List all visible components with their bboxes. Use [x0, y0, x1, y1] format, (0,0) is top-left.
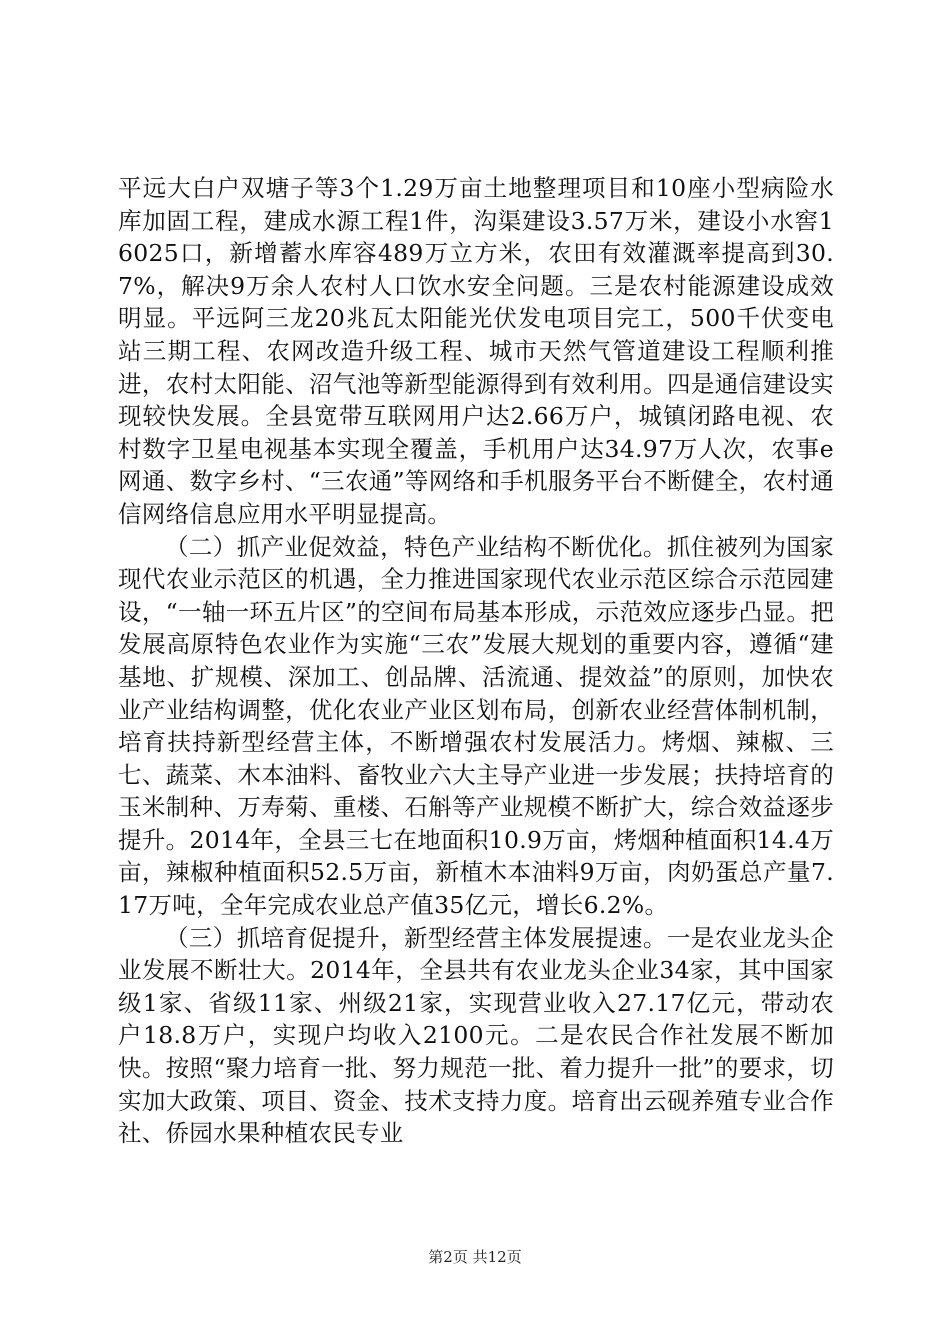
document-body	[118, 172, 834, 1150]
paragraph-section-three: （三）抓培育促提升，新型经营主体发展提速。一是农业龙头企业发展不断壮大。2014年，全县共有农业龙头企业34家，其中国家级1家、省级11家、州级21家，实现营业收入27.17亿元，带动农户18.8万户，实现户均收入2100元。二是农民合作社发展不断加快。按照“聚力培育一批、努力规范一批、着力提升一批”的要求，切实加大政策、项目、资金、技术支持力度。培育出云砚养殖专业合作社、侨园水果种植农民专业	[118, 923, 834, 1148]
paragraph-section-two: （二）抓产业促效益，特色产业结构不断优化。抓住被列为国家现代农业示范区的机遇，全力推进国家现代农业示范区综合示范园建设，“一轴一环五片区”的空间布局基本形成，示范效应逐步凸显。把发展高原特色农业作为实施“三农”发展大规划的重要内容，遵循“建基地、扩规模、深加工、创品牌、活流通、提效益”的原则，加快农业产业结构调整，优化农业产业区划布局，创新农业经营体制机制，培育扶持新型经营主体，不断增强农村发展活力。烤烟、辣椒、三七、蔬菜、木本油料、畜牧业六大主导产业进一步发展；扶持培育的玉米制种、万寿菊、重楼、石斛等产业规模不断扩大，综合效益逐步提升。2014年，全县三七在地面积10.9万亩，烤烟种植面积14.4万亩，辣椒种植面积52.5万亩，新植木本油料9万亩，肉奶蛋总产量7.17万吨，全年完成农业总产值35亿元，增长6.2%。	[118, 532, 834, 920]
page-number-label: 第2页 共12页	[428, 1248, 522, 1266]
paragraph-continuation: 平远大白户双塘子等3个1.29万亩土地整理项目和10座小型病险水库加固工程，建成水源工程1件，沟渠建设3.57万米，建设小水窖16025口，新增蓄水库容489万立方米，农田有效灌溉率提高到30.7%，解决9万余人农村人口饮水安全问题。三是农村能源建设成效明显。平远阿三龙20兆瓦太阳能光伏发电项目完工，500千伏变电站三期工程、农网改造升级工程、城市天然气管道建设工程顺利推进，农村太阳能、沼气池等新型能源得到有效利用。四是通信建设实现较快发展。全县宽带互联网用户达2.66万户，城镇闭路电视、农村数字卫星电视基本实现全覆盖，手机用户达34.97万人次，农事e网通、数字乡村、“三农通”等网络和手机服务平台不断健全，农村通信网络信息应用水平明显提高。	[118, 174, 834, 528]
page-footer	[0, 1246, 950, 1267]
